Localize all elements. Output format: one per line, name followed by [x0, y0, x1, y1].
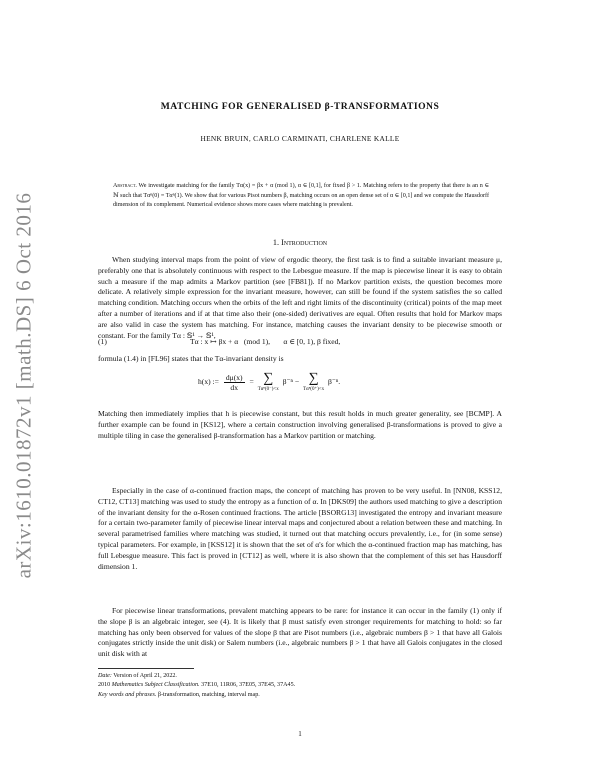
equation-2 — [98, 372, 502, 408]
sum-sigma-icon: ∑ — [263, 371, 274, 386]
footnote-msc-prefix: 2010 — [98, 682, 111, 689]
equation-2-sub-2: Tαⁿ(0⁺)<x — [303, 387, 325, 392]
paragraph-4: Especially in the case of α-continued fraction maps, the concept of matching has proven to be very useful. In [NN08, KSS12, CT12, CT13] matching was used to study the entropy as a function of α. In [DKS09] the authors used matching to give a description of the invariant density for the α-Rosen continued fractions. The article [BSORG13] investigated the entropy and invariant measure for a certain two-parameter family of piecewise linear interval maps and conjectured about a relation between these and matching. In several parametrised families where matching was studied, it turned out that matching occurs prevalently, i.e., for (in some sense) typical parameters. For example, in [KSS12] it is shown that the set of α's for which the α-continued fraction map has matching, has full Lebesgue measure. This fact is proved in [CT12] as well, where it is also shown that the complement of this set has Hausdorff dimension 1. — [98, 486, 502, 571]
arxiv-id: arXiv:1610.01872v1 [math.DS] 6 Oct 2016 — [11, 192, 36, 578]
equation-1-mod: (mod 1), — [243, 337, 271, 346]
equation-2-frac-den: dx — [230, 382, 239, 392]
section-heading — [98, 238, 502, 247]
section-title: Introduction — [281, 238, 328, 247]
footnote-msc-value: 37E10, 11R06, 37E05, 37E45, 37A45. — [201, 682, 296, 689]
footnotes — [98, 672, 502, 700]
equation-1-body — [190, 337, 340, 346]
abstract-label: Abstract. — [113, 183, 137, 189]
equation-2-fraction — [224, 373, 245, 392]
footnote-date-label: Date: — [98, 673, 112, 679]
footnote-rule — [98, 668, 194, 669]
footnote-keywords-value: β-transformation, matching, interval map. — [157, 691, 260, 698]
sum-sigma-icon: ∑ — [308, 371, 319, 386]
equation-2-lhs: h(x) := — [198, 376, 219, 386]
equation-2-sum-2 — [303, 372, 324, 392]
footnote-keywords — [98, 691, 502, 700]
page-number: 1 — [298, 730, 302, 738]
equation-2-term-1: β⁻ⁿ — [282, 376, 293, 386]
paper-authors: HENK BRUIN, CARLO CARMINATI, CHARLENE KALLE — [200, 134, 400, 143]
equation-1-lhs: Tα : x ↦ βx + α — [190, 337, 239, 346]
equation-2-minus: − — [294, 376, 300, 386]
equation-2-sum-1 — [258, 372, 279, 392]
footnote-date — [98, 672, 502, 681]
paper-title: MATCHING FOR GENERALISED β-TRANSFORMATIONS — [160, 101, 440, 112]
equation-1 — [98, 337, 502, 349]
footnote-date-value: Version of April 21, 2022. — [113, 673, 177, 679]
paragraph-2: formula (1.4) in [FL96] states that the Tα-invariant density is — [98, 354, 284, 363]
section-number: 1. — [272, 238, 280, 247]
abstract-text: We investigate matching for the family Tα(x) = βx + α (mod 1), α ∈ [0,1], for fixed β > 1. Matching refers to the property that there is an n ∈ ℕ such that Tαⁿ(0) = Tαⁿ(1). We show that for various Pisot numbers β, matching occurs on an open dense set of α ∈ [0,1] and we compute the Hausdorff dimension of its complement. Numerical evidence shows more cases where matching is prevalent. — [113, 183, 489, 208]
equation-2-sub-1: Tαⁿ(0⁻)<x — [257, 387, 279, 392]
footnote-keywords-label: Key words and phrases. — [98, 691, 157, 698]
paragraph-3: Matching then immediately implies that h is piecewise constant, but this result holds in much greater generality, see [BCMP]. A further example can be found in [KS12], where a certain construction involving generalised β-transformations is proved to give a multiple tiling in case the generalised β-transformation has a Markov partition or matching. — [98, 409, 502, 440]
arxiv-sidebar-stamp — [4, 170, 44, 600]
equation-1-condition: α ∈ [0, 1), β fixed, — [283, 337, 341, 346]
equation-2-term-2: β⁻ⁿ. — [327, 376, 341, 386]
abstract — [113, 182, 489, 211]
paragraph-5: For piecewise linear transformations, prevalent matching appears to be rare: for instance it can occur in the family (1) only if the slope β is an algebraic integer, see (4). It is likely that β must satisfy even stronger requirements for matching to hold: so far matching has only been observed for values of the slope β that are Pisot numbers (i.e., algebraic numbers β > 1 that have all Galois conjugates strictly inside the unit disk) or Salem numbers (i.e., algebraic numbers β > 1 that have all Galois conjugates in the closed unit disk with at — [98, 606, 502, 659]
equation-2-frac-num: dμ(x) — [225, 372, 243, 382]
equation-2-equals: = — [249, 376, 254, 386]
footnote-msc-label: Mathematics Subject Classification. — [111, 682, 200, 689]
paragraph-1: When studying interval maps from the point of view of ergodic theory, the first task is to find a suitable invariant measure μ, preferably one that is absolutely continuous with respect to the Lebesgue measure. If the map is piecewise linear it is easy to obtain such a measure if the map admits a Markov partition (see [FB81]). If no Markov partition exists, the question becomes more delicate. A relatively simple expression for the invariant measure, however, can still be found if the system satisfies the so called matching condition. Matching occurs when the orbits of the left and right limits of the discontinuity (critical) points of the map meet after a number of iterations and if at that time also their (one-sided) derivatives are equal. Often results that hold for Markov maps are also valid in case the system has matching. For instance, matching causes the invariant density to be piecewise smooth or constant. For the family Tα : 𝕊¹ → 𝕊¹, — [98, 255, 502, 340]
equation-1-number: (1) — [98, 337, 107, 346]
footnote-msc — [98, 681, 502, 690]
